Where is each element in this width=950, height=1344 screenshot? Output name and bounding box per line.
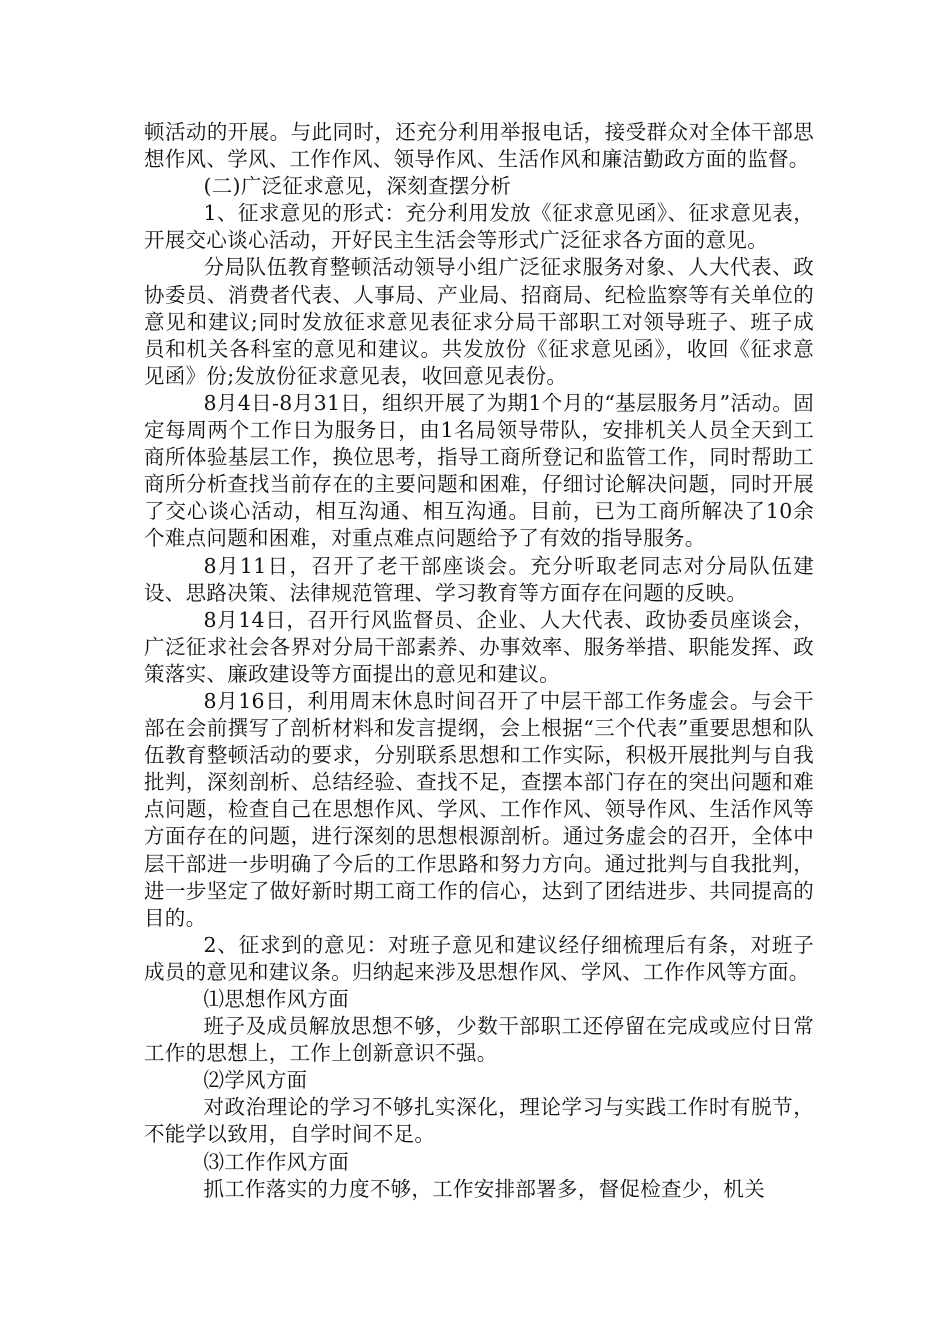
paragraph: 对政治理论的学习不够扎实深化，理论学习与实践工作时有脱节，不能学以致用，自学时间不足。 <box>144 1095 814 1147</box>
paragraph: 顿活动的开展。与此同时，还充分利用举报电话，接受群众对全体干部思想作风、学风、工作作风、领导作风、生活作风和廉洁勤政方面的监督。 <box>144 120 814 172</box>
paragraph: 8月4日-8月31日，组织开展了为期1个月的“基层服务月”活动。固定每周两个工作日为服务日，由1名局领导带队，安排机关人员全天到工商所体验基层工作，换位思考，指导工商所登记和监管工作，同时帮助工商所分析查找当前存在的主要问题和困难，仔细讨论解决问题，同时开展了交心谈心活动，相互沟通、相互沟通。目前，已为工商所解决了10余个难点问题和困难，对重点难点问题给予了有效的指导服务。 <box>144 390 814 551</box>
paragraph: 8月11日，召开了老干部座谈会。充分听取老同志对分局队伍建设、思路决策、法律规范管理、学习教育等方面存在问题的反映。 <box>144 553 814 605</box>
paragraph: 分局队伍教育整顿活动领导小组广泛征求服务对象、人大代表、政协委员、消费者代表、人事局、产业局、招商局、纪检监察等有关单位的意见和建议;同时发放征求意见表征求分局干部职工对领导班子、班子成员和机关各科室的意见和建议。共发放份《征求意见函》，收回《征求意见函》份;发放份征求意见表，收回意见表份。 <box>144 255 814 388</box>
paragraph: 1、征求意见的形式：充分利用发放《征求意见函》、征求意见表，开展交心谈心活动，开好民主生活会等形式广泛征求各方面的意见。 <box>144 201 814 253</box>
paragraph: 班子及成员解放思想不够，少数干部职工还停留在完成或应付日常工作的思想上，工作上创新意识不强。 <box>144 1014 814 1066</box>
document-page <box>144 119 814 1203</box>
subsection-heading: ⑵学风方面 <box>203 1068 308 1093</box>
paragraph: 2、征求到的意见：对班子意见和建议经仔细梳理后有条，对班子成员的意见和建议条。归纳起来涉及思想作风、学风、工作作风等方面。 <box>144 932 814 984</box>
paragraph: 8月16日，利用周末休息时间召开了中层干部工作务虚会。与会干部在会前撰写了剖析材料和发言提纲，会上根据“三个代表”重要思想和队伍教育整顿活动的要求，分别联系思想和工作实际，积极开展批判与自我批判，深刻剖析、总结经验、查找不足，查摆本部门存在的突出问题和难点问题，检查自己在思想作风、学风、工作作风、领导作风、生活作风等方面存在的问题，进行深刻的思想根源剖析。通过务虚会的召开，全体中层干部进一步明确了今后的工作思路和努力方向。通过批判与自我批判，进一步坚定了做好新时期工商工作的信心，达到了团结进步、共同提高的目的。 <box>144 688 814 930</box>
subsection-heading: ⑴思想作风方面 <box>203 987 350 1011</box>
paragraph: 抓工作落实的力度不够，工作安排部署多，督促检查少，机关 <box>203 1176 766 1201</box>
subsection-heading: ⑶工作作风方面 <box>203 1149 350 1174</box>
paragraph: 8月14日，召开行风监督员、企业、人大代表、政协委员座谈会，广泛征求社会各界对分局干部素养、办事效率、服务举措、职能发挥、政策落实、廉政建设等方面提出的意见和建议。 <box>144 607 814 686</box>
section-heading: (二)广泛征求意见，深刻查摆分析 <box>203 174 512 199</box>
